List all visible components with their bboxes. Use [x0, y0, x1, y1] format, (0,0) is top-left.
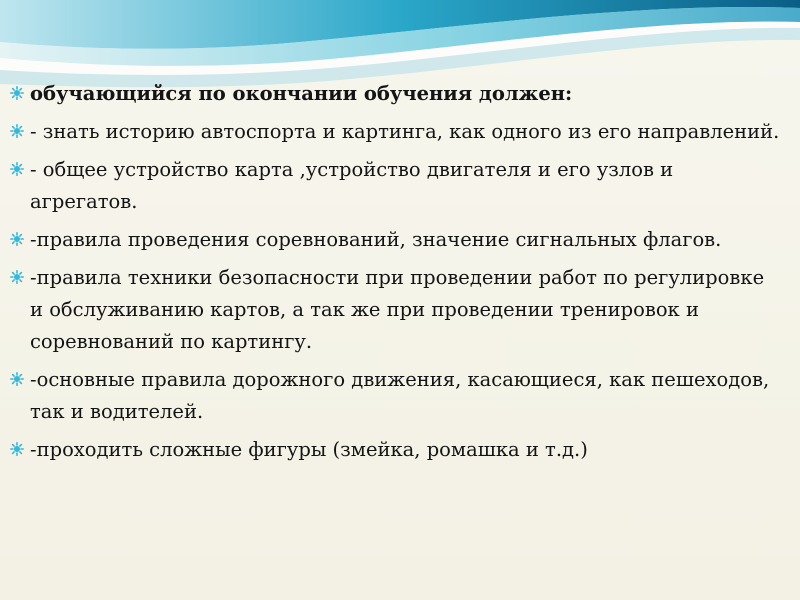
sun-flower-icon: [10, 270, 24, 284]
bullet-text: -правила техники безопасности при проведении работ по регулировке и обслуживанию картов, а так же при проведении тренировок и соревнований по картингу.: [30, 266, 765, 353]
sun-flower-icon: [10, 232, 24, 246]
sun-flower-icon: [10, 372, 24, 386]
header-wave-decoration: [0, 0, 800, 90]
bullet-item: [10, 434, 780, 466]
bullet-text: -правила проведения соревнований, значение сигнальных флагов.: [30, 228, 722, 251]
bullet-text: - общее устройство карта ,устройство двигателя и его узлов и агрегатов.: [30, 158, 674, 213]
sun-flower-icon: [10, 86, 24, 100]
bullet-text: обучающийся по окончании обучения должен:: [30, 82, 573, 105]
bullet-list: [10, 78, 780, 472]
bullet-item: [10, 364, 780, 428]
bullet-text: - знать историю автоспорта и картинга, как одного из его направлений.: [30, 120, 780, 143]
bullet-item: [10, 224, 780, 256]
sun-flower-icon: [10, 162, 24, 176]
sun-flower-icon: [10, 442, 24, 456]
bullet-item: [10, 262, 780, 358]
bullet-item: [10, 116, 780, 148]
bullet-item: [10, 154, 780, 218]
bullet-text: -основные правила дорожного движения, касающиеся, как пешеходов, так и водителей.: [30, 368, 770, 423]
sun-flower-icon: [10, 124, 24, 138]
bullet-text: -проходить сложные фигуры (змейка, ромашка и т.д.): [30, 438, 588, 461]
bullet-item: [10, 78, 780, 110]
